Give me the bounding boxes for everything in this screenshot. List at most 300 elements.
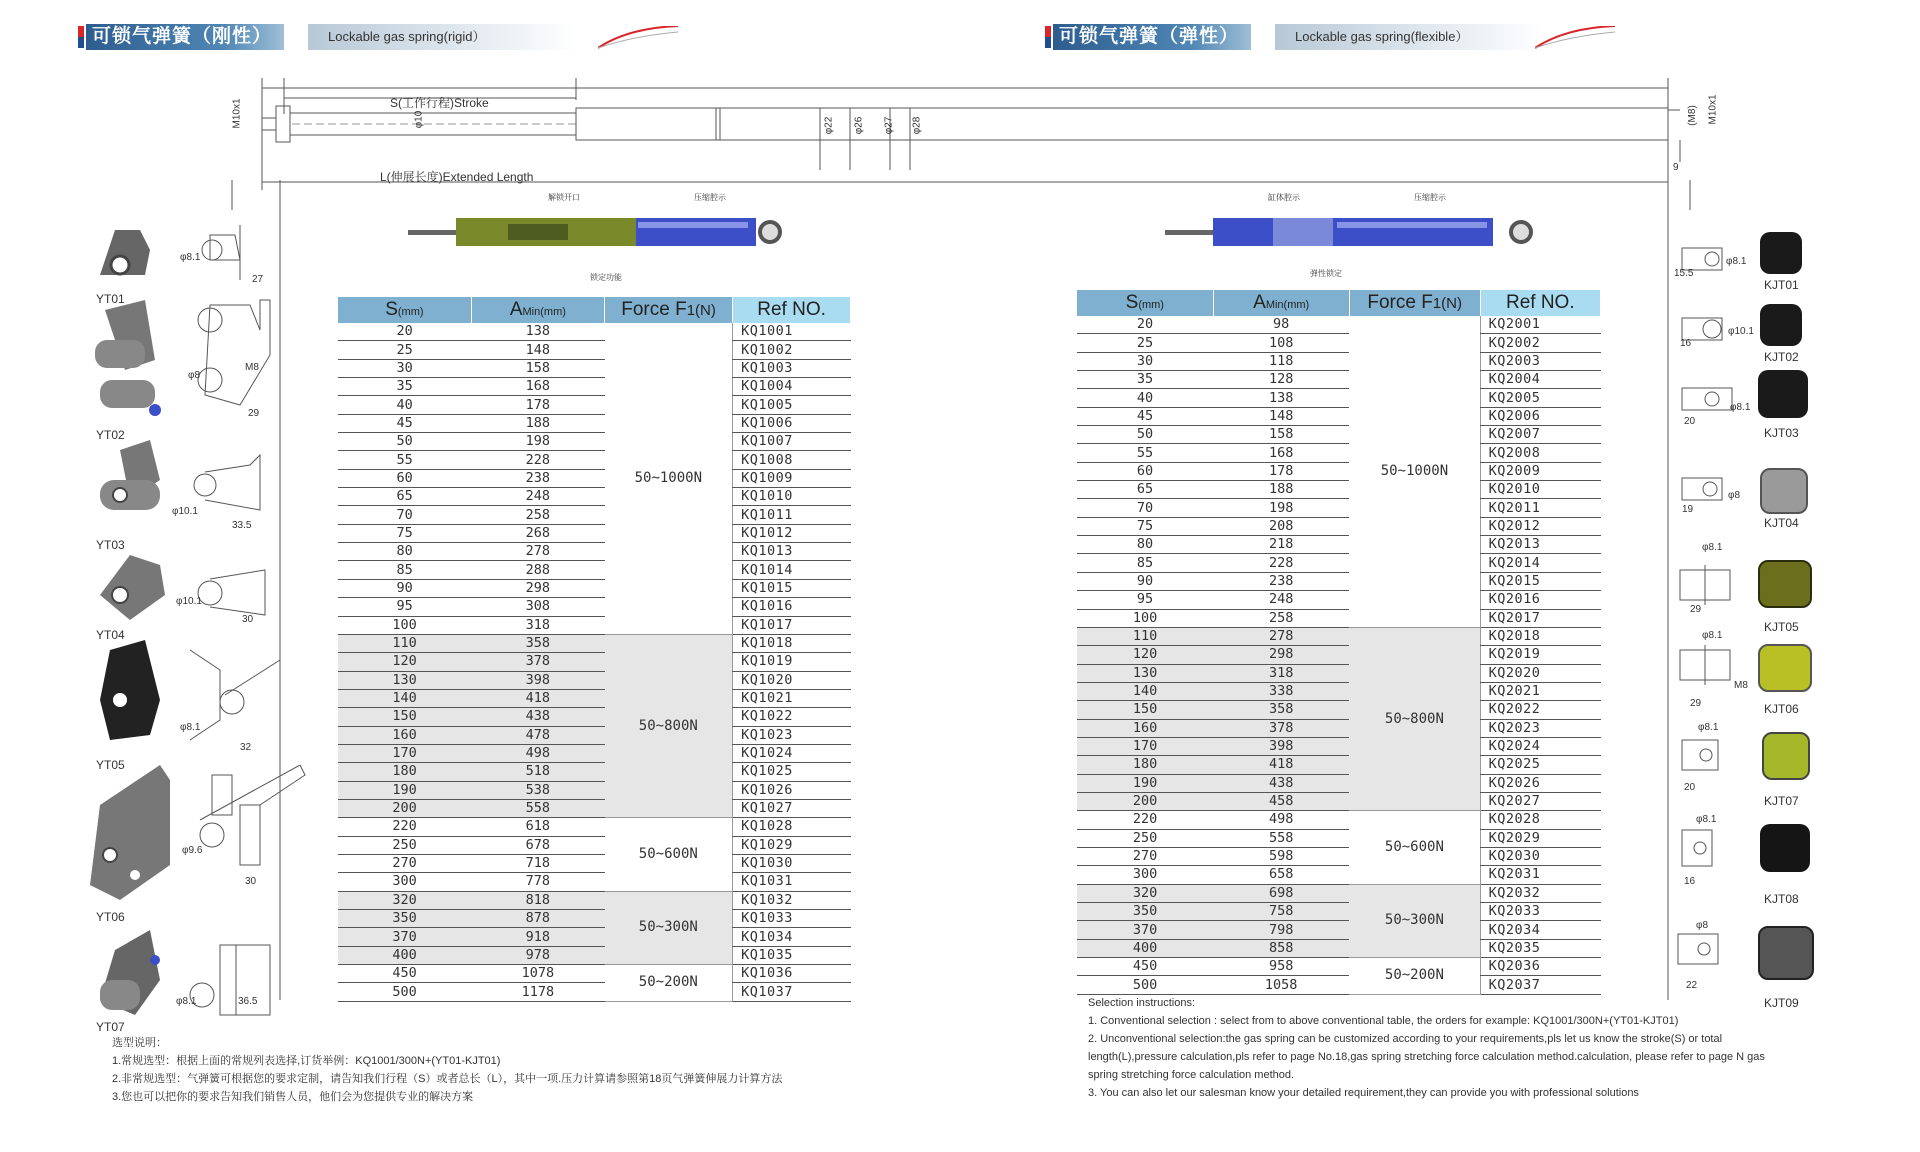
- table-row: [1077, 774, 1601, 792]
- ref-no-cell: KQ2006: [1480, 407, 1600, 425]
- yt05-label: YT05: [96, 758, 125, 772]
- kjt02-image: [1760, 304, 1802, 346]
- kjt07-drawing: [1670, 730, 1760, 790]
- table-row: [338, 378, 851, 396]
- stroke-cell: 50: [338, 433, 471, 451]
- stroke-cell: 180: [1077, 756, 1213, 774]
- yt06-drawing: [180, 765, 320, 885]
- kjt01-dim-a: φ8.1: [1726, 256, 1747, 267]
- stroke-cell: 170: [1077, 737, 1213, 755]
- ref-no-cell: KQ1007: [733, 433, 851, 451]
- ref-no-cell: KQ2002: [1480, 334, 1600, 352]
- header-stroke: S(mm): [1077, 290, 1213, 316]
- kjt02-dim-a: φ10.1: [1728, 326, 1754, 337]
- flexible-cutaway-label-a: 缸体腔示: [1268, 193, 1300, 202]
- ref-no-cell: KQ2005: [1480, 389, 1600, 407]
- yt03-image: [90, 440, 180, 530]
- force-range-cell: 50~600N: [605, 818, 733, 891]
- rigid-selection-notes: [112, 1034, 872, 1106]
- a-min-cell: 278: [1213, 627, 1349, 645]
- table-row: [338, 836, 851, 854]
- ref-no-cell: KQ1022: [733, 708, 851, 726]
- stroke-cell: 150: [338, 708, 471, 726]
- stroke-cell: 110: [1077, 627, 1213, 645]
- kjt06-dim-a: φ8.1: [1702, 630, 1723, 641]
- a-min-cell: 248: [1213, 591, 1349, 609]
- table-row: [1077, 572, 1601, 590]
- stroke-cell: 80: [1077, 536, 1213, 554]
- ref-no-cell: KQ1034: [733, 928, 851, 946]
- a-min-cell: 158: [1213, 426, 1349, 444]
- stroke-cell: 85: [338, 561, 471, 579]
- stroke-cell: 40: [1077, 389, 1213, 407]
- stroke-label: S(工作行程)Stroke: [390, 96, 489, 110]
- yt03-label: YT03: [96, 538, 125, 552]
- a-min-cell: 378: [1213, 719, 1349, 737]
- yt06-label: YT06: [96, 910, 125, 924]
- ref-no-cell: KQ1012: [733, 524, 851, 542]
- table-row: [338, 524, 851, 542]
- stroke-cell: 45: [338, 414, 471, 432]
- ref-no-cell: KQ2008: [1480, 444, 1600, 462]
- stroke-cell: 140: [1077, 682, 1213, 700]
- a-min-cell: 178: [1213, 462, 1349, 480]
- table-row: [338, 781, 851, 799]
- stroke-cell: 370: [338, 928, 471, 946]
- kjt05-dim-b: 29: [1690, 604, 1702, 615]
- kjt04-label: KJT04: [1764, 516, 1799, 530]
- table-row: [338, 488, 851, 506]
- kjt01-drawing: [1670, 230, 1760, 290]
- kjt03-image: [1758, 370, 1808, 418]
- ref-no-cell: KQ1005: [733, 396, 851, 414]
- stroke-cell: 500: [1077, 976, 1213, 994]
- yt04-dim-a: φ10.1: [176, 596, 202, 607]
- stroke-cell: 130: [338, 671, 471, 689]
- note-line: 1. Conventional selection : select from to above conventional table, the orders for example: KQ1001/300N+(YT01-KJT01): [1088, 1015, 1679, 1027]
- force-range-cell: 50~200N: [605, 965, 733, 1002]
- table-row: [1077, 426, 1601, 444]
- ref-no-cell: KQ2035: [1480, 939, 1600, 957]
- ref-no-cell: KQ1029: [733, 836, 851, 854]
- table-row: [1077, 517, 1601, 535]
- force-range-cell: 50~300N: [1349, 884, 1480, 957]
- thread-left-label: M10x1: [231, 98, 243, 129]
- ref-no-cell: KQ2014: [1480, 554, 1600, 572]
- stroke-cell: 40: [338, 396, 471, 414]
- a-min-cell: 718: [471, 854, 604, 872]
- a-min-cell: 958: [1213, 958, 1349, 976]
- yt06-dim-a: φ9.6: [182, 845, 203, 856]
- table-row: [1077, 903, 1601, 921]
- ref-no-cell: KQ1027: [733, 799, 851, 817]
- table-row: [338, 946, 851, 964]
- table-row: [338, 689, 851, 707]
- ref-no-cell: KQ2032: [1480, 884, 1600, 902]
- yt-fittings-column: [80, 220, 320, 1040]
- a-min-cell: 218: [1213, 536, 1349, 554]
- table-row: [338, 396, 851, 414]
- stroke-cell: 220: [338, 818, 471, 836]
- note-line: 2.非常规选型：气弹簧可根据您的要求定制，请告知我们行程（S）或者总长（L），其中一项.压力计算请参照第18页气弹簧伸展力计算方法: [112, 1073, 783, 1085]
- ref-no-cell: KQ1004: [733, 378, 851, 396]
- kjt06-image: [1758, 644, 1812, 692]
- ref-no-cell: KQ1019: [733, 653, 851, 671]
- stroke-cell: 50: [1077, 426, 1213, 444]
- table-row: [338, 744, 851, 762]
- a-min-cell: 458: [1213, 792, 1349, 810]
- rigid-cutaway-label-c: 锁定功能: [590, 273, 622, 282]
- yt02-image: [85, 300, 175, 440]
- force-range-cell: 50~600N: [1349, 811, 1480, 884]
- dim-27: φ27: [883, 116, 895, 135]
- table-row: [1077, 719, 1601, 737]
- stroke-cell: 250: [338, 836, 471, 854]
- table-row: [338, 579, 851, 597]
- ref-no-cell: KQ2025: [1480, 756, 1600, 774]
- force-range-cell: 50~800N: [1349, 627, 1480, 810]
- banner-accent: [78, 26, 84, 48]
- ref-no-cell: KQ1036: [733, 965, 851, 983]
- stroke-cell: 300: [338, 873, 471, 891]
- stroke-cell: 20: [338, 323, 471, 341]
- ref-no-cell: KQ1008: [733, 451, 851, 469]
- ref-no-cell: KQ1031: [733, 873, 851, 891]
- note-line: Selection instructions:: [1088, 997, 1195, 1009]
- a-min-cell: 1078: [471, 965, 604, 983]
- banner-accent: [1045, 26, 1051, 48]
- kjt08-label: KJT08: [1764, 892, 1799, 906]
- table-row: [338, 983, 851, 1001]
- stroke-cell: 270: [1077, 847, 1213, 865]
- table-row: [1077, 958, 1601, 976]
- a-min-cell: 148: [1213, 407, 1349, 425]
- ref-no-cell: KQ1023: [733, 726, 851, 744]
- a-min-cell: 798: [1213, 921, 1349, 939]
- a-min-cell: 118: [1213, 352, 1349, 370]
- kjt01-image: [1760, 232, 1802, 274]
- yt02-drawing: [180, 295, 290, 425]
- table-row: [338, 965, 851, 983]
- kjt08-image: [1760, 824, 1810, 872]
- a-min-cell: 398: [471, 671, 604, 689]
- a-min-cell: 298: [471, 579, 604, 597]
- yt05-dim-b: 32: [240, 742, 252, 753]
- ref-no-cell: KQ2034: [1480, 921, 1600, 939]
- kjt03-dim-b: 20: [1684, 416, 1696, 427]
- kjt06-drawing: [1670, 640, 1760, 700]
- a-min-cell: 438: [471, 708, 604, 726]
- kjt03-dim-a: φ8.1: [1730, 402, 1751, 413]
- kjt02-dim-b: 16: [1680, 338, 1692, 349]
- kjt09-label: KJT09: [1764, 996, 1799, 1010]
- stroke-cell: 30: [1077, 352, 1213, 370]
- table-row: [1077, 701, 1601, 719]
- yt01-dim-b: 27: [252, 274, 264, 285]
- a-min-cell: 178: [471, 396, 604, 414]
- a-min-cell: 418: [471, 689, 604, 707]
- kjt09-image: [1758, 926, 1814, 980]
- note-line: 选型说明：: [112, 1037, 167, 1049]
- stroke-cell: 450: [338, 965, 471, 983]
- a-min-cell: 678: [471, 836, 604, 854]
- kjt07-label: KJT07: [1764, 794, 1799, 808]
- table-row: [338, 799, 851, 817]
- table-row: [1077, 591, 1601, 609]
- a-min-cell: 228: [1213, 554, 1349, 572]
- table-row: [338, 873, 851, 891]
- table-row: [338, 561, 851, 579]
- ref-no-cell: KQ2013: [1480, 536, 1600, 554]
- table-row: [1077, 554, 1601, 572]
- yt03-dim-b: 33.5: [232, 520, 252, 531]
- table-row: [338, 726, 851, 744]
- ref-no-cell: KQ1003: [733, 359, 851, 377]
- stroke-cell: 80: [338, 543, 471, 561]
- table-row: [338, 891, 851, 909]
- yt05-drawing: [180, 640, 300, 750]
- kjt09-drawing: [1670, 920, 1760, 980]
- ref-no-cell: KQ2027: [1480, 792, 1600, 810]
- a-min-cell: 698: [1213, 884, 1349, 902]
- ref-no-cell: KQ1006: [733, 414, 851, 432]
- left-title-en: Lockable gas spring(rigid）: [308, 24, 578, 50]
- table-row: [338, 469, 851, 487]
- ref-no-cell: KQ2028: [1480, 811, 1600, 829]
- ref-no-cell: KQ1024: [733, 744, 851, 762]
- table-row: [338, 359, 851, 377]
- a-min-cell: 1058: [1213, 976, 1349, 994]
- header-force: Force F1(N): [605, 297, 733, 323]
- yt04-dim-b: 30: [242, 614, 254, 625]
- a-min-cell: 158: [471, 359, 604, 377]
- stroke-cell: 150: [1077, 701, 1213, 719]
- note-line: 3. You can also let our salesman know your detailed requirement,they can provide you with professional solutions: [1088, 1087, 1639, 1099]
- stroke-cell: 370: [1077, 921, 1213, 939]
- kjt09-dim-b: 22: [1686, 980, 1698, 991]
- ref-no-cell: KQ1017: [733, 616, 851, 634]
- table-row: [338, 433, 851, 451]
- a-min-cell: 378: [471, 653, 604, 671]
- table-row: [1077, 334, 1601, 352]
- stroke-cell: 160: [338, 726, 471, 744]
- stroke-cell: 400: [1077, 939, 1213, 957]
- table-row: [1077, 627, 1601, 645]
- table-row: [338, 543, 851, 561]
- table-row: [1077, 682, 1601, 700]
- table-row: [1077, 407, 1601, 425]
- ref-no-cell: KQ1018: [733, 634, 851, 652]
- a-min-cell: 198: [471, 433, 604, 451]
- extended-length-label: L(伸展长度)Extended Length: [380, 170, 534, 184]
- a-min-cell: 658: [1213, 866, 1349, 884]
- table-row: [338, 653, 851, 671]
- a-min-cell: 818: [471, 891, 604, 909]
- table-row: [1077, 866, 1601, 884]
- ref-no-cell: KQ2030: [1480, 847, 1600, 865]
- left-title-banner: [78, 24, 618, 52]
- a-min-cell: 858: [1213, 939, 1349, 957]
- table-row: [338, 341, 851, 359]
- yt02-label: YT02: [96, 428, 125, 442]
- stroke-cell: 180: [338, 763, 471, 781]
- ref-no-cell: KQ1001: [733, 323, 851, 341]
- note-line: 2. Unconventional selection:the gas spring can be customized according to your requirements,pls let us know the stroke(S) or total: [1088, 1033, 1723, 1045]
- a-min-cell: 108: [1213, 334, 1349, 352]
- ref-no-cell: KQ2003: [1480, 352, 1600, 370]
- kjt04-dim-b: 19: [1682, 504, 1694, 515]
- kjt07-dim-a: φ8.1: [1698, 722, 1719, 733]
- ref-no-cell: KQ1025: [733, 763, 851, 781]
- a-min-cell: 598: [1213, 847, 1349, 865]
- stroke-cell: 90: [1077, 572, 1213, 590]
- kjt08-dim-b: 16: [1684, 876, 1696, 887]
- a-min-cell: 318: [1213, 664, 1349, 682]
- stroke-cell: 190: [338, 781, 471, 799]
- ref-no-cell: KQ2015: [1480, 572, 1600, 590]
- note-line: 1.常规选型：根据上面的常规列表选择,订货举例：KQ1001/300N+(YT01-KJT01): [112, 1055, 501, 1067]
- ref-no-cell: KQ2036: [1480, 958, 1600, 976]
- a-min-cell: 478: [471, 726, 604, 744]
- ref-no-cell: KQ1021: [733, 689, 851, 707]
- stroke-cell: 65: [1077, 481, 1213, 499]
- stroke-cell: 30: [338, 359, 471, 377]
- a-min-cell: 558: [471, 799, 604, 817]
- stroke-cell: 200: [338, 799, 471, 817]
- table-row: [338, 763, 851, 781]
- ref-no-cell: KQ1010: [733, 488, 851, 506]
- yt07-dim-a: φ8.1: [176, 996, 197, 1007]
- a-min-cell: 358: [471, 634, 604, 652]
- ref-no-cell: KQ1013: [733, 543, 851, 561]
- left-title-cn: 可锁气弹簧（刚性）: [86, 24, 284, 50]
- yt01-dim-a: φ8.1: [180, 252, 201, 263]
- a-min-cell: 168: [471, 378, 604, 396]
- ref-no-cell: KQ1032: [733, 891, 851, 909]
- kjt06-dim-b: M8: [1734, 680, 1748, 691]
- a-min-cell: 358: [1213, 701, 1349, 719]
- ref-no-cell: KQ2018: [1480, 627, 1600, 645]
- rigid-cutaway-label-b: 压缩腔示: [694, 193, 726, 202]
- dim-28: φ28: [911, 116, 923, 135]
- stroke-cell: 100: [338, 616, 471, 634]
- table-row: [1077, 536, 1601, 554]
- a-min-cell: 198: [1213, 499, 1349, 517]
- yt04-label: YT04: [96, 628, 125, 642]
- stroke-cell: 320: [338, 891, 471, 909]
- ref-no-cell: KQ2029: [1480, 829, 1600, 847]
- ref-no-cell: KQ2009: [1480, 462, 1600, 480]
- header-ref-no: Ref NO.: [1480, 290, 1600, 316]
- stroke-cell: 350: [338, 910, 471, 928]
- table-row: [1077, 499, 1601, 517]
- ref-no-cell: KQ1014: [733, 561, 851, 579]
- force-range-cell: 50~1000N: [605, 323, 733, 634]
- table-row: [338, 818, 851, 836]
- kjt02-label: KJT02: [1764, 350, 1799, 364]
- ref-no-cell: KQ2020: [1480, 664, 1600, 682]
- kjt07-image: [1762, 732, 1810, 780]
- ref-no-cell: KQ2016: [1480, 591, 1600, 609]
- stroke-cell: 300: [1077, 866, 1213, 884]
- a-min-cell: 268: [471, 524, 604, 542]
- ref-no-cell: KQ2004: [1480, 371, 1600, 389]
- ref-no-cell: KQ2026: [1480, 774, 1600, 792]
- table-row: [1077, 884, 1601, 902]
- a-min-cell: 258: [1213, 609, 1349, 627]
- swoosh-icon: [598, 26, 678, 50]
- stroke-cell: 85: [1077, 554, 1213, 572]
- ref-no-cell: KQ1030: [733, 854, 851, 872]
- stroke-cell: 270: [338, 854, 471, 872]
- a-min-cell: 238: [471, 469, 604, 487]
- kjt06-label: KJT06: [1764, 702, 1799, 716]
- note-line: spring stretching force calculation method.: [1088, 1069, 1295, 1081]
- ref-no-cell: KQ1011: [733, 506, 851, 524]
- end-dim: 9: [1673, 162, 1679, 173]
- ref-no-cell: KQ2033: [1480, 903, 1600, 921]
- a-min-cell: 438: [1213, 774, 1349, 792]
- table-row: [1077, 352, 1601, 370]
- a-min-cell: 338: [1213, 682, 1349, 700]
- ref-no-cell: KQ2024: [1480, 737, 1600, 755]
- yt02-dim-c: 29: [248, 408, 260, 419]
- table-row: [1077, 664, 1601, 682]
- dim-22: φ22: [823, 116, 835, 135]
- rigid-cutaway-label-a: 解锁开口: [548, 193, 580, 202]
- stroke-cell: 75: [338, 524, 471, 542]
- flexible-cutaway-label-c: 弹性锁定: [1310, 269, 1342, 278]
- stroke-cell: 55: [338, 451, 471, 469]
- yt02-dim-b: M8: [245, 362, 259, 373]
- table-row: [338, 928, 851, 946]
- ref-no-cell: KQ1026: [733, 781, 851, 799]
- yt04-image: [90, 550, 180, 630]
- table-row: [338, 671, 851, 689]
- table-row: [1077, 829, 1601, 847]
- stroke-cell: 160: [1077, 719, 1213, 737]
- kjt04-image: [1760, 468, 1808, 514]
- a-min-cell: 128: [1213, 371, 1349, 389]
- thread-right-a: (M8): [1686, 105, 1698, 126]
- table-row: [338, 451, 851, 469]
- table-row: [338, 634, 851, 652]
- kjt06-dim-c: 29: [1690, 698, 1702, 709]
- ref-no-cell: KQ2007: [1480, 426, 1600, 444]
- stroke-cell: 320: [1077, 884, 1213, 902]
- a-min-cell: 498: [471, 744, 604, 762]
- ref-no-cell: KQ2010: [1480, 481, 1600, 499]
- ref-no-cell: KQ2037: [1480, 976, 1600, 994]
- yt07-image: [95, 930, 175, 1030]
- table-row: [1077, 792, 1601, 810]
- header-a-min: AMin(mm): [1213, 290, 1349, 316]
- table-row: [338, 414, 851, 432]
- stroke-cell: 55: [1077, 444, 1213, 462]
- kjt01-label: KJT01: [1764, 278, 1799, 292]
- table-row: [338, 708, 851, 726]
- table-row: [1077, 609, 1601, 627]
- stroke-cell: 200: [1077, 792, 1213, 810]
- header-ref-no: Ref NO.: [733, 297, 851, 323]
- a-min-cell: 248: [471, 488, 604, 506]
- yt06-dim-b: 30: [245, 876, 257, 887]
- kjt04-dim-a: φ8: [1728, 490, 1741, 501]
- ref-no-cell: KQ1033: [733, 910, 851, 928]
- table-row: [1077, 462, 1601, 480]
- kjt05-image: [1758, 560, 1812, 608]
- table-row: [338, 506, 851, 524]
